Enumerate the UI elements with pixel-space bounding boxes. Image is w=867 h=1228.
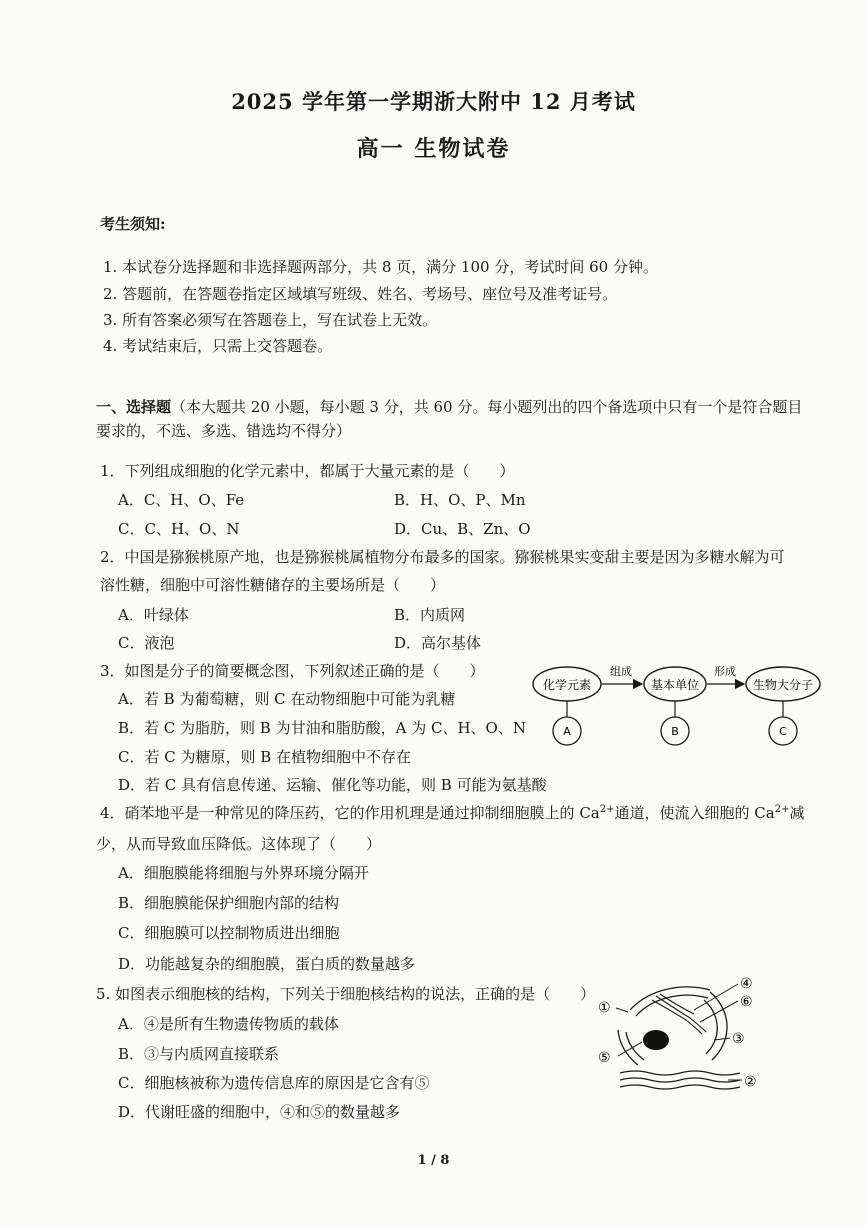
q1-option-a: A．C、H、O、Fe bbox=[118, 491, 245, 509]
q4-stem-1 bbox=[100, 802, 804, 823]
page-number: 1 / 8 bbox=[417, 1153, 450, 1168]
leader-3 bbox=[714, 1038, 730, 1040]
nucleus-diagram bbox=[590, 970, 790, 1100]
exam-title: 2025 学年第一学期浙大附中 12 月考试 bbox=[231, 89, 636, 114]
node-macromolecule-label: 生物大分子 bbox=[752, 678, 814, 692]
q4-stem-2: 少，从而导致血压降低。这体现了（ ） bbox=[96, 835, 382, 853]
q4-option-c: C．细胞膜可以控制物质进出细胞 bbox=[118, 924, 340, 942]
section-desc-1: （本大题共 20 小题，每小题 3 分，共 60 分。每小题列出的四个备选项中只有一个是符合题目 bbox=[171, 398, 803, 416]
leader-6 bbox=[700, 1001, 738, 1022]
circle-c-label: C bbox=[779, 725, 787, 738]
notice-heading: 考生须知: bbox=[100, 215, 166, 233]
q4-option-d: D．功能越复杂的细胞膜，蛋白质的数量越多 bbox=[118, 955, 416, 973]
q3-stem: 3．如图是分子的简要概念图，下列叙述正确的是（ ） bbox=[100, 662, 485, 680]
chromatin-strand-2 bbox=[656, 996, 706, 1032]
q5-stem: 5. 如图表示细胞核的结构，下列关于细胞核结构的说法，正确的是（ ） bbox=[96, 985, 596, 1003]
label-4: ④ bbox=[740, 976, 753, 992]
q5-option-b: B．③与内质网直接联系 bbox=[118, 1045, 280, 1063]
envelope-outer-right bbox=[710, 992, 727, 1060]
nucleolus bbox=[643, 1030, 669, 1050]
q1-stem: 1．下列组成细胞的化学元素中，都属于大量元素的是（ ） bbox=[100, 462, 515, 480]
label-6: ⑥ bbox=[740, 994, 753, 1010]
er-membrane-1 bbox=[620, 1071, 740, 1075]
envelope-outer-left bbox=[618, 1030, 638, 1065]
label-5: ⑤ bbox=[598, 1050, 611, 1066]
envelope-inner-top bbox=[636, 995, 708, 1016]
q1-option-b: B．H、O、P、Mn bbox=[394, 491, 526, 509]
arrow-compose-label: 组成 bbox=[610, 665, 632, 678]
q2-stem-1: 2．中国是猕猴桃原产地，也是猕猴桃属植物分布最多的国家。猕猴桃果实变甜主要是因为多糖水解为可 bbox=[100, 548, 785, 566]
node-units-label: 基本单位 bbox=[650, 678, 700, 692]
er-membrane-2 bbox=[620, 1078, 740, 1082]
notice-item-2: 2. 答题前，在答题卷指定区域填写班级、姓名、考场号、座位号及准考证号。 bbox=[103, 285, 618, 303]
section-label: 一、选择题 bbox=[96, 398, 172, 416]
er-membrane-3 bbox=[620, 1085, 740, 1089]
q2-option-a: A．叶绿体 bbox=[118, 606, 189, 624]
label-1: ① bbox=[598, 1000, 611, 1016]
notice-item-4: 4. 考试结束后，只需上交答题卷。 bbox=[103, 337, 333, 355]
leader-1 bbox=[616, 1008, 628, 1012]
circle-b-label: B bbox=[671, 725, 679, 738]
q4-stem-1-pre: 4．硝苯地平是一种常见的降压药，它的作用机理是通过抑制细胞膜上的 Ca bbox=[100, 804, 600, 822]
envelope-inner-right bbox=[704, 1000, 717, 1054]
notice-item-1: 1. 本试卷分选择题和非选择题两部分，共 8 页，满分 100 分，考试时间 60 分钟。 bbox=[103, 258, 658, 276]
exam-subtitle: 高一 生物试卷 bbox=[356, 136, 511, 162]
circle-a-label: A bbox=[563, 725, 571, 738]
q3-option-c: C．若 C 为糖原，则 B 在植物细胞中不存在 bbox=[118, 748, 412, 766]
q4-stem-1-mid: 通道，使流入细胞的 Ca bbox=[614, 804, 775, 822]
q5-option-c: C．细胞核被称为遗传信息库的原因是它含有⑤ bbox=[118, 1074, 430, 1092]
q2-option-d: D．高尔基体 bbox=[394, 634, 482, 652]
q2-stem-2: 溶性糖，细胞中可溶性糖储存的主要场所是（ ） bbox=[100, 576, 446, 594]
calcium-charge-2: 2+ bbox=[774, 804, 790, 815]
q4-option-b: B．细胞膜能保护细胞内部的结构 bbox=[118, 894, 340, 912]
q3-option-b: B．若 C 为脂肪，则 B 为甘油和脂肪酸，A 为 C、H、O、N bbox=[118, 719, 526, 737]
section-header bbox=[96, 396, 802, 417]
label-2: ② bbox=[744, 1074, 757, 1090]
arrow-form-label: 形成 bbox=[714, 665, 736, 678]
section-desc-2: 要求的，不选、多选、错选均不得分） bbox=[96, 422, 352, 440]
q3-option-d: D．若 C 具有信息传递、运输、催化等功能，则 B 可能为氨基酸 bbox=[118, 776, 547, 794]
concept-diagram bbox=[525, 655, 825, 755]
q2-option-c: C．液泡 bbox=[118, 634, 175, 652]
q5-option-d: D．代谢旺盛的细胞中，④和⑤的数量越多 bbox=[118, 1103, 401, 1121]
node-elements-label: 化学元素 bbox=[542, 678, 592, 692]
q4-option-a: A．细胞膜能将细胞与外界环境分隔开 bbox=[118, 864, 369, 882]
envelope-outer-top bbox=[630, 987, 710, 1010]
notice-item-3: 3. 所有答案必须写在答题卷上，写在试卷上无效。 bbox=[103, 311, 438, 329]
label-3: ③ bbox=[732, 1031, 745, 1047]
q3-option-a: A．若 B 为葡萄糖，则 C 在动物细胞中可能为乳糖 bbox=[118, 690, 456, 708]
q5-option-a: A．④是所有生物遗传物质的载体 bbox=[118, 1015, 339, 1033]
chromatin-strand-3 bbox=[660, 994, 694, 1014]
q2-option-b: B．内质网 bbox=[394, 606, 466, 624]
q1-option-d: D．Cu、B、Zn、O bbox=[394, 520, 531, 538]
q1-option-c: C．C、H、O、N bbox=[118, 520, 240, 538]
q4-stem-1-post: 减 bbox=[789, 804, 805, 822]
calcium-charge-1: 2+ bbox=[599, 804, 615, 815]
